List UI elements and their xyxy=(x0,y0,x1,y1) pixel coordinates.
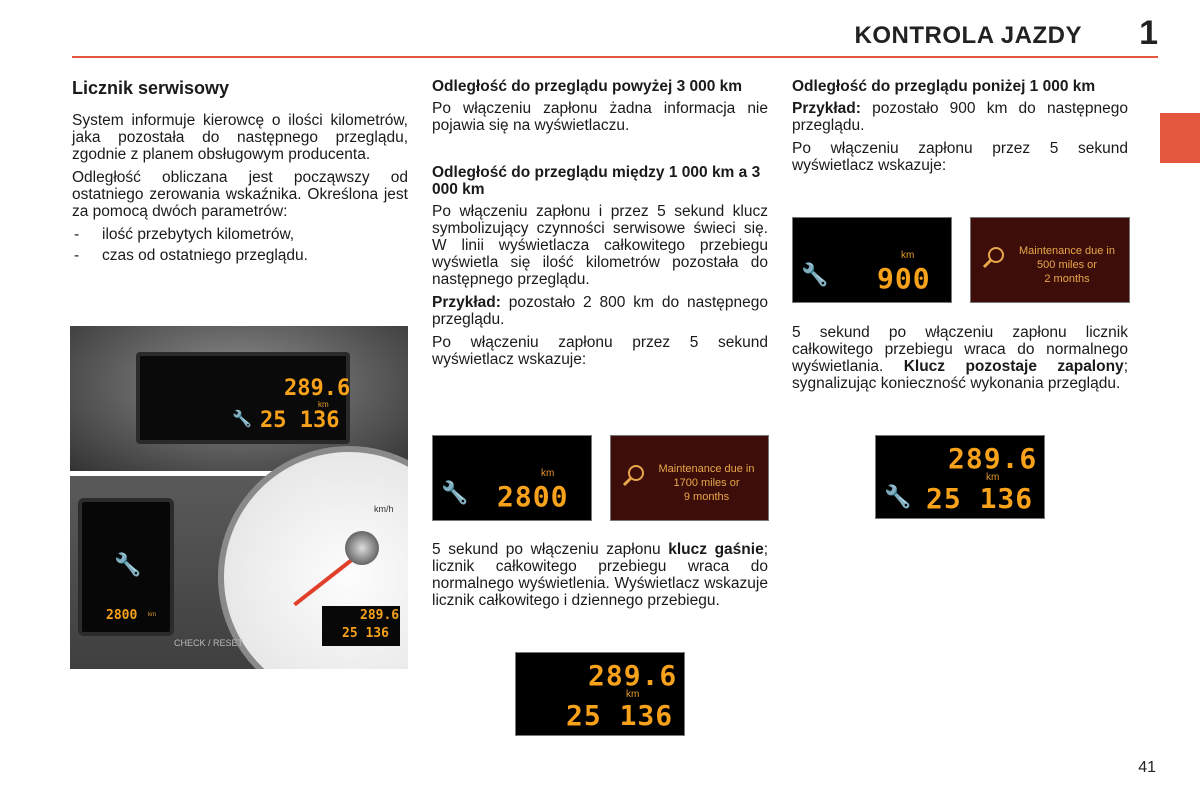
text-run: ; sygnalizując konieczność wykonania przeglądu. xyxy=(792,358,1128,392)
check-reset-button-label: CHECK / RESET xyxy=(174,638,244,648)
section-heading-1000-3000: Odległość do przeglądu między 1 000 km a 3 000 km xyxy=(432,164,761,198)
wrench-icon: 🔧 xyxy=(232,411,252,428)
text-run: 5 sekund po włączeniu zapłonu xyxy=(432,541,669,558)
text-run: 5 sekund po włączeniu zapłonu licznik całkowitego przebiegu wraca do normalnego wyświetlania. xyxy=(792,324,1128,375)
km-unit: km xyxy=(148,612,156,618)
remaining-km-readout: 900 xyxy=(877,262,931,295)
column-3-lower xyxy=(792,324,1128,398)
gauge-unit: km/h xyxy=(374,504,394,514)
dashboard-bottom-view xyxy=(70,476,408,669)
km-unit: km xyxy=(626,689,640,700)
chapter-number: 1 xyxy=(1139,14,1158,52)
paragraph xyxy=(792,324,1128,392)
paragraph: Po włączeniu zapłonu przez 5 sekund wyświetlacz wskazuje: xyxy=(432,334,768,368)
column-2 xyxy=(432,78,768,374)
example-text: pozostało 2 800 km do następnego przeglądu. xyxy=(432,294,768,328)
example-label: Przykład: xyxy=(792,100,861,117)
wrench-icon: 🔧 xyxy=(801,262,829,287)
odometer-readout: 25 136 xyxy=(926,482,1034,515)
remaining-km-readout: 2800 xyxy=(497,480,569,513)
small-lcd xyxy=(322,606,400,646)
left-lcd xyxy=(78,498,174,636)
example-label: Przykład: xyxy=(432,294,501,311)
section-heading: Licznik serwisowy xyxy=(72,78,230,98)
odometer-readout: 25 136 xyxy=(260,408,340,433)
wrench-icon: 🔧 xyxy=(114,552,142,577)
lcd-display-odometer xyxy=(515,652,685,736)
km-unit: km xyxy=(318,400,329,409)
chapter-side-tab xyxy=(1160,113,1200,163)
service-bulb-icon xyxy=(621,462,647,488)
trip-readout: 289.6 xyxy=(360,608,400,623)
column-3 xyxy=(792,78,1128,180)
wrench-icon: 🔧 xyxy=(884,484,912,509)
message-display-1700 xyxy=(610,435,769,521)
service-bulb-icon xyxy=(981,244,1007,270)
odometer-readout: 25 136 xyxy=(342,626,389,641)
column-2-lower xyxy=(432,541,768,615)
km-unit: km xyxy=(901,250,915,261)
paragraph xyxy=(432,541,768,609)
km-unit: km xyxy=(986,472,1000,483)
parameter-list xyxy=(72,226,408,264)
section-heading-below-1000: Odległość do przeglądu poniżej 1 000 km xyxy=(792,78,1096,95)
speedometer-hub xyxy=(345,531,379,565)
km-unit: km xyxy=(541,468,555,479)
page-header-title: KONTROLA JAZDY xyxy=(854,22,1082,49)
dashboard-lcd xyxy=(136,352,350,444)
dashboard-photo xyxy=(70,326,408,669)
example-paragraph xyxy=(432,294,768,328)
column-1 xyxy=(72,78,408,268)
maintenance-message: Maintenance due in 500 miles or 2 months xyxy=(1018,245,1115,285)
section-heading-above-3000: Odległość do przeglądu powyżej 3 000 km xyxy=(432,78,743,95)
intro-paragraph: System informuje kierowcę o ilości kilometrów, jaka pozostała do następnego przeglądu, zgodnie z planem obsługowym producenta. xyxy=(72,112,408,163)
maintenance-message: Maintenance due in 1700 miles or 9 months xyxy=(658,463,755,503)
trip-readout: 289.6 xyxy=(948,442,1038,475)
calc-paragraph: Odległość obliczana jest począwszy od ostatniego zerowania wskaźnika. Określona jest za pomocą dwóch parametrów: xyxy=(72,169,408,220)
example-paragraph xyxy=(792,100,1128,134)
example-text: pozostało 900 km do następnego przeglądu. xyxy=(792,100,1128,134)
remaining-km-readout: 2800 xyxy=(106,608,138,623)
paragraph: Po włączeniu zapłonu i przez 5 sekund klucz symbolizujący czynności serwisowe świeci się. W linii wyświetlacza całkowitego przebiegu wyświetla się ilość kilometrów pozostała do następnego przeglądu. xyxy=(432,203,768,288)
text-run: ; licznik całkowitego przebiegu wraca do normalnego wyświetlenia. Wyświetlacz wskazuje licznik całkowitego i dziennego przebiegu. xyxy=(432,541,769,609)
emphasis: klucz gaśnie xyxy=(668,541,764,558)
odometer-readout: 25 136 xyxy=(566,699,674,732)
header-rule xyxy=(72,56,1158,58)
emphasis: Klucz pozostaje zapalony xyxy=(903,358,1124,375)
lcd-display-odometer xyxy=(875,435,1045,519)
list-item: - czas od ostatniego przeglądu. xyxy=(72,247,408,264)
paragraph: Po włączeniu zapłonu żadna informacja nie pojawia się na wyświetlaczu. xyxy=(432,100,768,134)
trip-readout: 289.6 xyxy=(588,659,678,692)
list-item: - ilość przebytych kilometrów, xyxy=(72,226,408,243)
wrench-icon: 🔧 xyxy=(441,480,469,505)
page-number: 41 xyxy=(1138,759,1156,776)
trip-readout: 289.6 xyxy=(284,376,351,401)
message-display-500 xyxy=(970,217,1130,303)
paragraph: Po włączeniu zapłonu przez 5 sekund wyświetlacz wskazuje: xyxy=(792,140,1128,174)
lcd-display-900 xyxy=(792,217,952,303)
lcd-display-2800 xyxy=(432,435,592,521)
